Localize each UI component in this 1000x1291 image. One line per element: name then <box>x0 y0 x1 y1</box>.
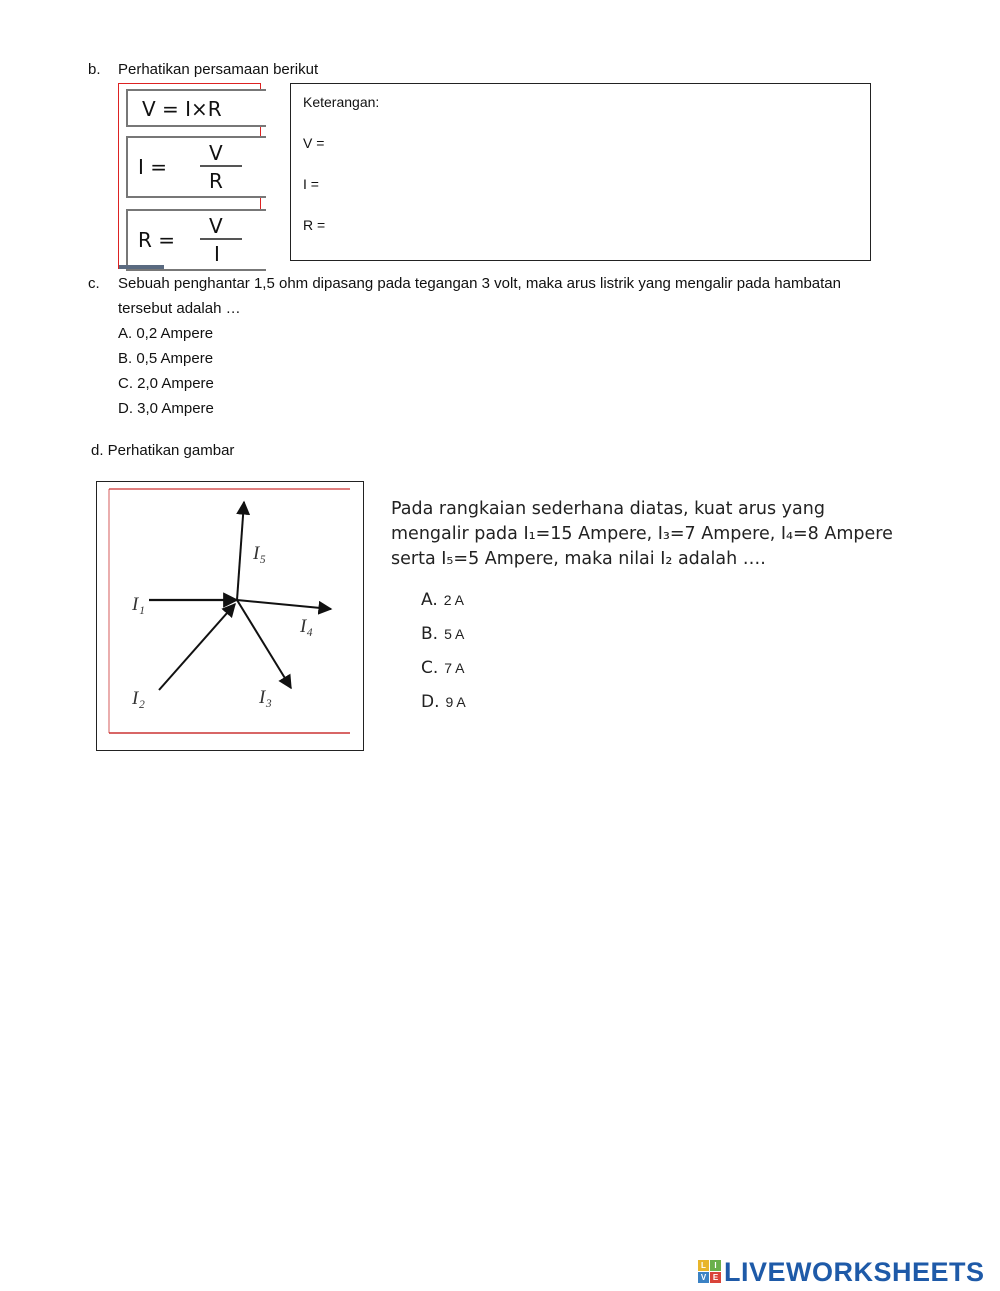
option-c-b[interactable]: B. 0,5 Ampere <box>118 350 214 367</box>
keterangan-i[interactable]: I = <box>303 176 319 192</box>
option-c-a[interactable]: A. 0,2 Ampere <box>118 325 214 342</box>
option-d-b[interactable] <box>421 624 464 644</box>
label-i3: I₃ <box>259 687 272 708</box>
section-d-heading: d. Perhatikan gambar <box>91 442 235 459</box>
option-c-c[interactable]: C. 2,0 Ampere <box>118 375 214 392</box>
liveworksheets-icon: L I V E <box>698 1260 722 1284</box>
option-value: 5 A <box>444 626 465 642</box>
label-i4: I₄ <box>300 616 313 637</box>
keterangan-box <box>290 83 871 261</box>
question-c-line1: Sebuah penghantar 1,5 ohm dipasang pada tegangan 3 volt, maka arus listrik yang mengalir pada hambatan <box>118 275 841 292</box>
keterangan-r[interactable]: R = <box>303 217 326 233</box>
formula-v-box <box>126 89 266 127</box>
option-letter: D. <box>421 692 440 712</box>
label-i1: I₁ <box>132 594 145 615</box>
formula-i-numerator: V <box>209 141 223 165</box>
question-d-text <box>391 497 951 572</box>
option-d-a[interactable] <box>421 590 464 610</box>
label-i5: I₅ <box>253 543 266 564</box>
option-value: 2 A <box>443 592 464 608</box>
section-c-marker: c. <box>88 275 100 292</box>
formula-r-box <box>126 209 266 271</box>
question-d-line3: serta I₅=5 Ampere, maka nilai I₂ adalah …. <box>391 549 766 569</box>
question-d-line2: mengalir pada I₁=15 Ampere, I₃=7 Ampere, I₄=8 Ampere <box>391 524 893 544</box>
formula-i-lhs: I = <box>138 155 168 179</box>
section-b-marker: b. <box>88 61 101 78</box>
keterangan-title: Keterangan: <box>303 94 380 110</box>
label-i2: I₂ <box>132 688 145 709</box>
option-d-c[interactable] <box>421 658 465 678</box>
option-letter: A. <box>421 590 438 610</box>
logo-text: LIVEWORKSHEETS <box>724 1257 985 1287</box>
junction-diagram <box>97 482 363 750</box>
arrow-i4 <box>237 600 331 609</box>
arrow-i2 <box>159 604 235 690</box>
formula-r-denominator: I <box>214 242 220 266</box>
question-c-line2: tersebut adalah … <box>118 300 241 317</box>
option-letter: B. <box>421 624 439 644</box>
arrow-i5 <box>237 502 244 600</box>
option-letter: C. <box>421 658 439 678</box>
fraction-line <box>200 165 242 167</box>
question-d-line1: Pada rangkaian sederhana diatas, kuat arus yang <box>391 499 825 519</box>
option-value: 7 A <box>444 660 465 676</box>
formula-r-lhs: R = <box>138 228 176 252</box>
keterangan-v[interactable]: V = <box>303 135 325 151</box>
fraction-line <box>200 238 242 240</box>
formula-r-numerator: V <box>209 214 223 238</box>
formula-i-denominator: R <box>209 169 223 193</box>
panel-bottom-bar <box>119 265 164 269</box>
arrow-i3 <box>237 600 291 688</box>
option-value: 9 A <box>445 694 466 710</box>
option-c-d[interactable]: D. 3,0 Ampere <box>118 400 214 417</box>
formula-i-box <box>126 136 266 198</box>
section-b-instruction: Perhatikan persamaan berikut <box>118 61 319 78</box>
formula-panel <box>118 83 261 269</box>
circuit-junction-figure <box>96 481 364 751</box>
option-d-d[interactable] <box>421 692 466 712</box>
formula-v: V = I×R <box>142 97 222 121</box>
